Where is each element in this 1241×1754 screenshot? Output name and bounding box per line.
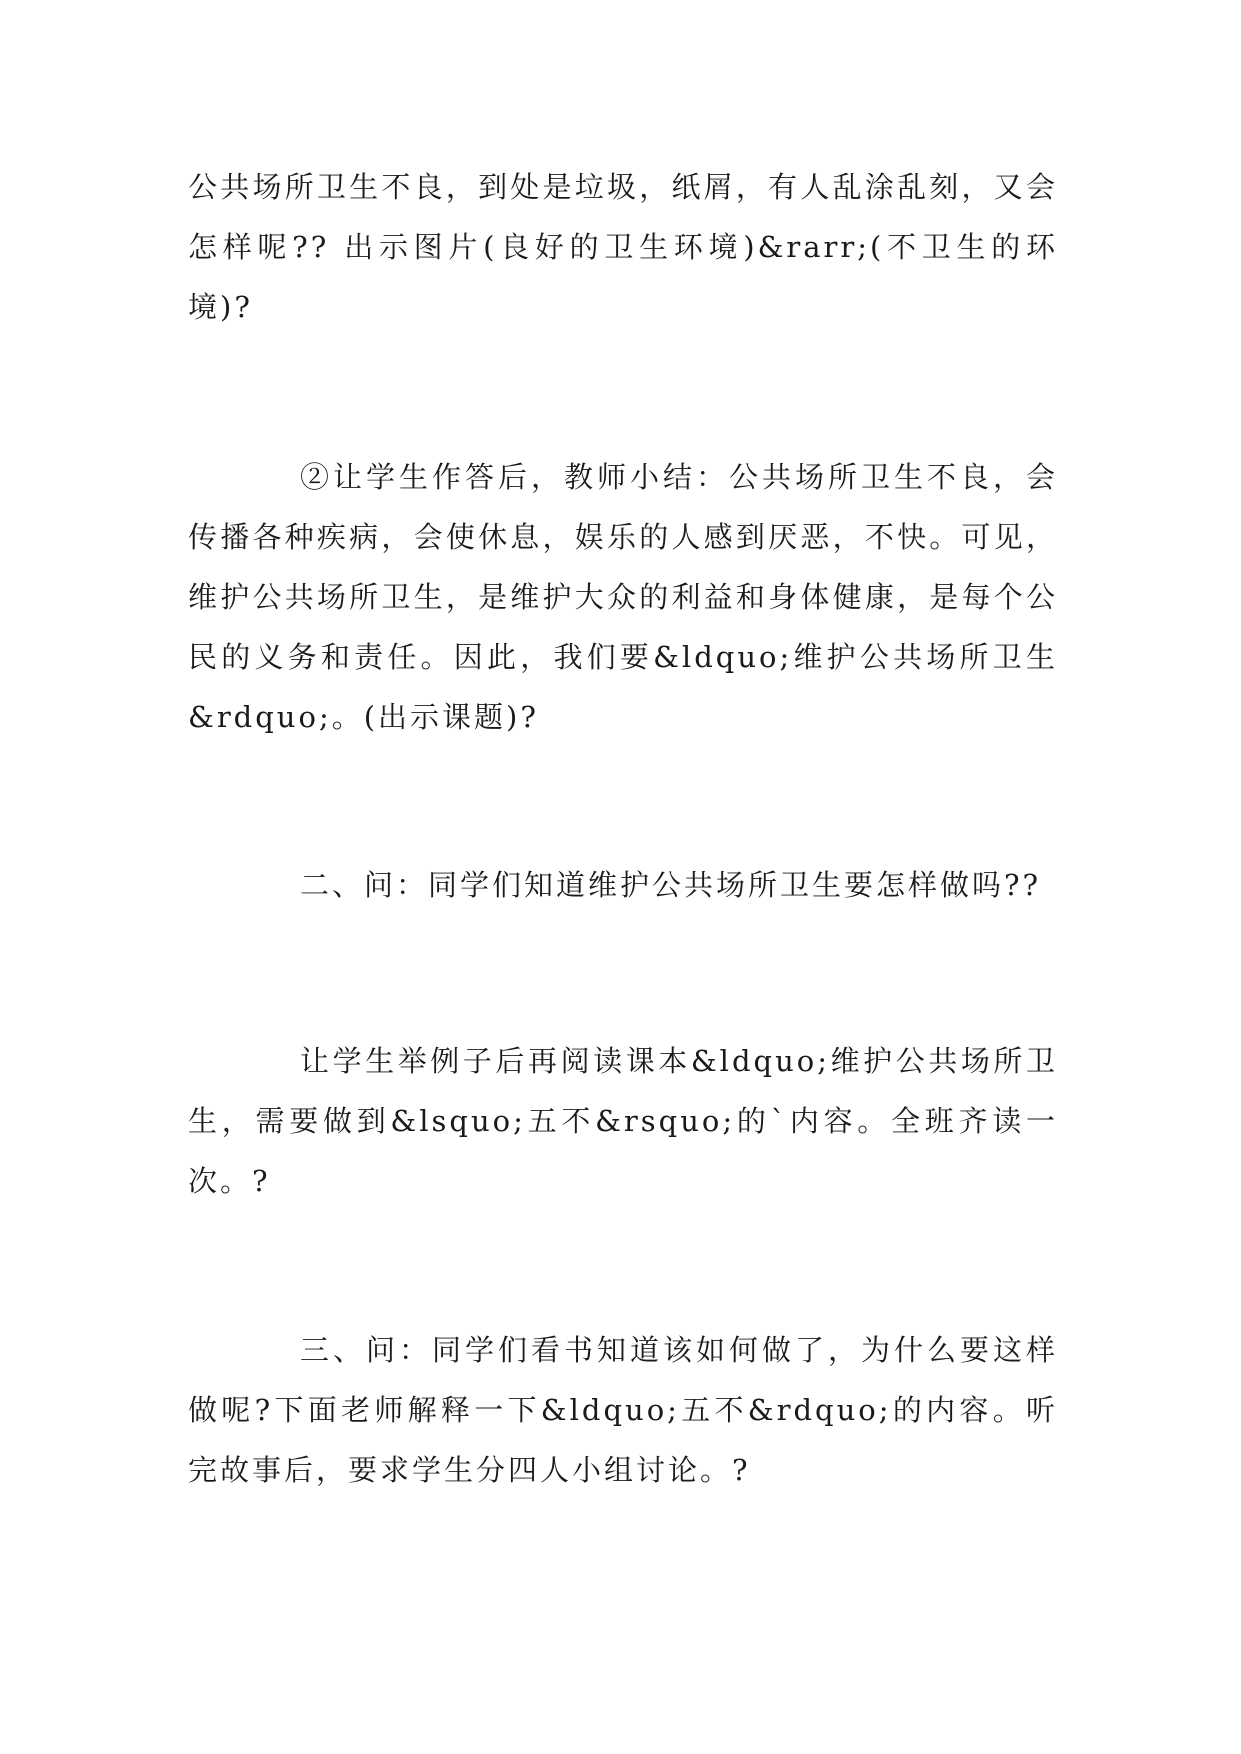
- paragraph-question-three: 三、问：同学们看书知道该如何做了，为什么要这样做呢?下面老师解释一下&ldquo;五不&rdquo;的内容。听完故事后，要求学生分四人小组讨论。?: [188, 1333, 1058, 1487]
- paragraph-teacher-summary: ②让学生作答后，教师小结：公共场所卫生不良，会传播各种疾病，会使休息，娱乐的人感到厌恶，不快。可见，维护公共场所卫生，是维护大众的利益和身体健康，是每个公民的义务和责任。因此，我们要&ldquo;维护公共场所卫生&rdquo;。(出示课题)?: [188, 460, 1059, 734]
- paragraph-reading-textbook: 让学生举例子后再阅读课本&ldquo;维护公共场所卫生，需要做到&lsquo;五不&rsquo;的`内容。全班齐读一次。?: [188, 1044, 1058, 1198]
- paragraph-question-two: 二、问：同学们知道维护公共场所卫生要怎样做吗??: [300, 868, 1042, 902]
- paragraph-public-hygiene-question: 公共场所卫生不良，到处是垃圾，纸屑，有人乱涂乱刻，又会怎样呢?? 出示图片(良好的卫生环境)&rarr;(不卫生的环境)?: [188, 170, 1058, 324]
